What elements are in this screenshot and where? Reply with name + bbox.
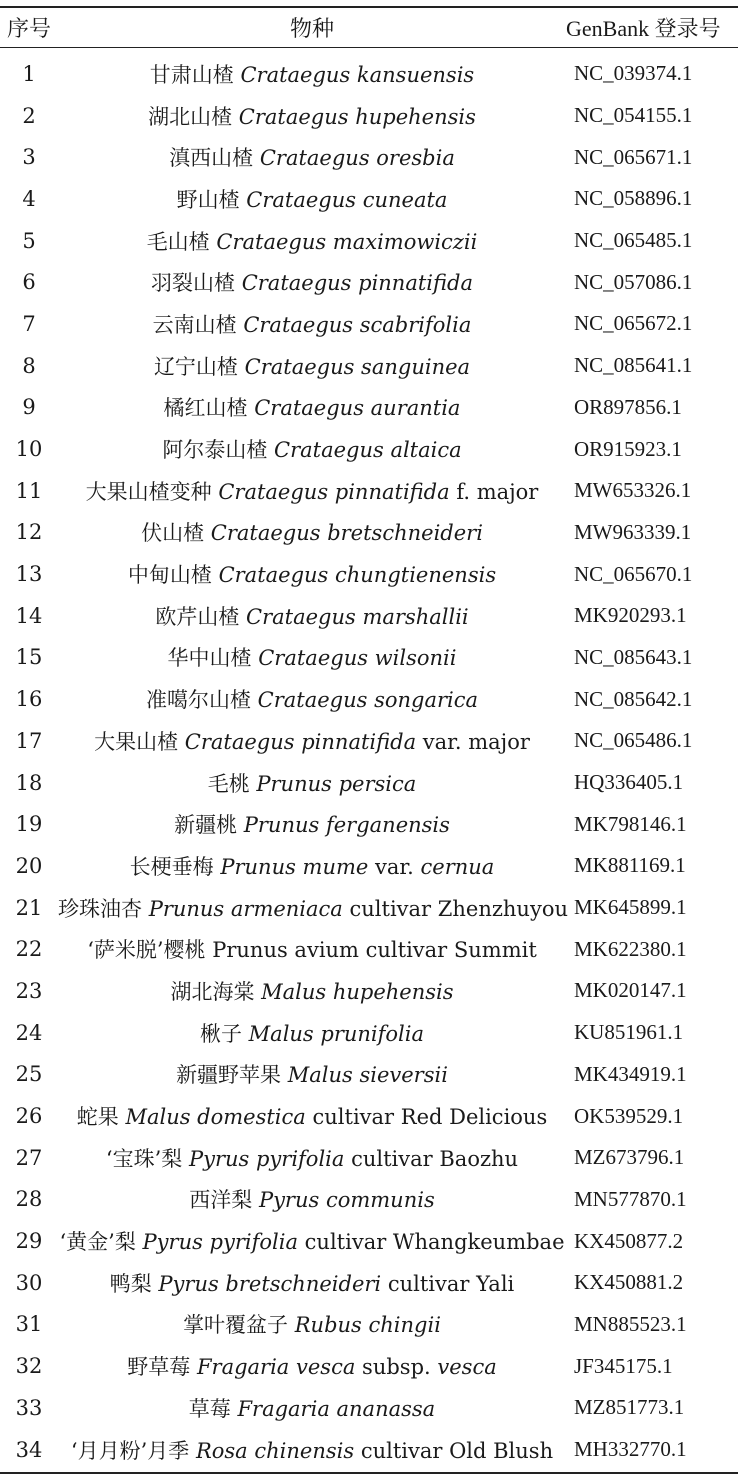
row-species: [58, 1059, 566, 1089]
header-serial-number: 序号: [6, 17, 51, 42]
row-genbank-accession: NC_058896.1: [574, 186, 693, 211]
table-row: [0, 428, 738, 470]
table-row: [0, 470, 738, 512]
species-rank-qualifier: var.: [375, 854, 414, 879]
row-species: [58, 142, 566, 172]
row-species: [58, 1101, 566, 1131]
species-chinese-name: 橘红山楂: [163, 396, 248, 421]
table-row: [0, 928, 738, 970]
row-serial-number: 2: [22, 103, 36, 128]
row-genbank-accession: MK798146.1: [574, 811, 687, 836]
row-serial-number: 9: [22, 395, 36, 420]
species-latin-name: Crataegus scabrifolia: [243, 312, 472, 337]
row-genbank-accession: MK881169.1: [574, 853, 686, 878]
species-latin-name: Malus domestica: [125, 1105, 306, 1130]
species-chinese-name: 云南山楂: [152, 312, 237, 337]
row-serial-number: 32: [15, 1354, 43, 1379]
row-genbank-accession: NC_039374.1: [574, 61, 693, 86]
species-latin-name: Pyrus pyrifolia: [142, 1230, 298, 1255]
species-chinese-name: 华中山楂: [167, 646, 252, 671]
row-serial-number: 3: [22, 145, 36, 170]
row-genbank-accession: KU851961.1: [574, 1020, 684, 1045]
header-species: 物种: [289, 17, 334, 42]
species-latin-name: Prunus persica: [256, 771, 417, 796]
species-latin-name: Crataegus bretschneideri: [210, 521, 483, 546]
row-serial-number: 8: [22, 353, 36, 378]
row-genbank-accession: MZ851773.1: [574, 1395, 685, 1420]
species-latin-name: Malus hupehensis: [261, 979, 454, 1004]
row-serial-number: 25: [15, 1062, 43, 1087]
row-species: [58, 434, 566, 464]
row-genbank-accession: NC_085641.1: [574, 353, 693, 378]
row-serial-number: 23: [15, 978, 43, 1003]
row-genbank-accession: KX450881.2: [574, 1270, 684, 1295]
species-rank-qualifier: subsp.: [362, 1355, 431, 1380]
row-species: [58, 517, 566, 547]
table-row: [0, 178, 738, 220]
row-serial-number: 7: [22, 311, 36, 336]
species-latin-name: Crataegus pinnatifida: [218, 479, 450, 504]
row-genbank-accession: MK645899.1: [574, 895, 687, 920]
row-serial-number: 13: [15, 562, 43, 587]
row-serial-number: 26: [15, 1104, 43, 1129]
row-species: [58, 1309, 566, 1339]
table-row: [0, 553, 738, 595]
table-row: [0, 53, 738, 95]
row-serial-number: 31: [15, 1312, 43, 1337]
species-latin-name: Crataegus oresbia: [259, 146, 455, 171]
species-latin-name: Fragaria vesca: [196, 1355, 356, 1380]
row-species: [58, 976, 566, 1006]
species-chinese-name: 辽宁山楂: [153, 354, 238, 379]
header-genbank-accession: GenBank 登录号: [566, 16, 721, 41]
row-genbank-accession: MK920293.1: [574, 603, 687, 628]
species-chinese-name: 甘肃山楂: [149, 62, 234, 87]
species-latin-name: Rubus chingii: [294, 1313, 441, 1338]
species-latin-name: Pyrus communis: [258, 1188, 435, 1213]
species-latin-name: Pyrus bretschneideri: [158, 1271, 382, 1296]
row-serial-number: 12: [15, 520, 43, 545]
row-species: [58, 559, 566, 589]
row-species: [58, 59, 566, 89]
row-genbank-accession: MN885523.1: [574, 1311, 687, 1336]
table-row: [0, 1429, 738, 1471]
species-chinese-name: 湖北山楂: [148, 104, 233, 129]
row-species: [58, 1351, 566, 1381]
row-species: [58, 1435, 566, 1465]
row-species: [58, 1268, 566, 1298]
row-serial-number: 20: [15, 853, 43, 878]
species-chinese-name: 准噶尔山楂: [145, 688, 251, 713]
species-latin-name: Crataegus hupehensis: [238, 104, 476, 129]
row-genbank-accession: OR915923.1: [574, 436, 682, 461]
species-rank-qualifier: cultivar Old Blush: [360, 1438, 554, 1463]
row-serial-number: 16: [15, 687, 43, 712]
species-chinese-name: 大果山楂变种: [85, 479, 212, 504]
row-species: [58, 1018, 566, 1048]
species-chinese-name: 楸子: [199, 1021, 242, 1046]
species-latin-name: Malus prunifolia: [248, 1021, 425, 1046]
row-serial-number: 28: [15, 1187, 43, 1212]
table-row: [0, 220, 738, 262]
row-serial-number: 5: [22, 228, 36, 253]
species-latin-name: Crataegus songarica: [257, 688, 479, 713]
species-chinese-name: 新疆桃: [174, 813, 238, 838]
species-rank-qualifier: var. major: [422, 729, 530, 754]
species-chinese-name: ‘萨米脱’樱桃: [87, 938, 206, 963]
row-serial-number: 19: [15, 812, 43, 837]
species-chinese-name: 掌叶覆盆子: [183, 1313, 289, 1338]
table-row: [0, 595, 738, 637]
species-latin-name: Crataegus aurantia: [254, 396, 461, 421]
row-species: [58, 101, 566, 131]
species-latin-name: Crataegus altaica: [274, 438, 462, 463]
species-rank-qualifier: cultivar Yali: [387, 1271, 515, 1296]
species-latin-name: Crataegus marshallii: [246, 604, 469, 629]
row-species: [58, 642, 566, 672]
species-latin-name: Crataegus chungtienensis: [218, 563, 497, 588]
row-species: [58, 851, 566, 881]
species-chinese-name: 中甸山楂: [127, 563, 212, 588]
species-chinese-name: 野草莓: [127, 1355, 191, 1380]
row-species: [58, 1184, 566, 1214]
table-header-row: [0, 8, 738, 47]
species-chinese-name: 毛桃: [207, 771, 250, 796]
species-chinese-name: ‘月月粉’月季: [70, 1438, 190, 1463]
species-rank-qualifier: cultivar Zhenzhuyou: [349, 896, 568, 921]
table-row: [0, 387, 738, 429]
species-latin-name: Crataegus cuneata: [246, 187, 448, 212]
row-genbank-accession: MK434919.1: [574, 1061, 687, 1086]
row-genbank-accession: NC_065670.1: [574, 561, 693, 586]
row-species: [58, 1393, 566, 1423]
species-chinese-name: ‘宝珠’梨: [105, 1146, 183, 1171]
table-row: [0, 1054, 738, 1096]
species-chinese-name: 羽裂山楂: [151, 271, 235, 296]
row-genbank-accession: NC_065485.1: [574, 228, 693, 253]
species-latin-name: Crataegus sanguinea: [244, 354, 471, 379]
row-serial-number: 24: [15, 1020, 43, 1045]
species-chinese-name: 欧芹山楂: [155, 604, 240, 629]
row-genbank-accession: MW653326.1: [574, 478, 692, 503]
row-serial-number: 22: [15, 937, 43, 962]
row-genbank-accession: NC_065671.1: [574, 144, 693, 169]
row-species: [58, 934, 566, 964]
species-chinese-name: 西洋梨: [189, 1188, 253, 1213]
table-row: [0, 1304, 738, 1346]
row-serial-number: 11: [15, 478, 43, 503]
species-chinese-name: 野山楂: [176, 187, 240, 212]
row-genbank-accession: NC_085642.1: [574, 686, 693, 711]
row-genbank-accession: MH332770.1: [574, 1437, 687, 1462]
row-serial-number: 14: [15, 603, 43, 628]
row-genbank-accession: HQ336405.1: [574, 770, 684, 795]
table-row: [0, 512, 738, 554]
row-genbank-accession: MK020147.1: [574, 978, 687, 1003]
species-latin-name: Pyrus pyrifolia: [188, 1146, 345, 1171]
table-row: [0, 1345, 738, 1387]
row-species: [58, 351, 566, 381]
row-serial-number: 15: [15, 645, 43, 670]
table-row: [0, 95, 738, 137]
row-genbank-accession: KX450877.2: [574, 1228, 684, 1253]
species-chinese-name: ‘黄金’梨: [59, 1230, 136, 1255]
species-infraspecific-epithet: vesca: [437, 1355, 497, 1380]
table-row: [0, 803, 738, 845]
table-row: [0, 970, 738, 1012]
species-latin-name: Crataegus pinnatifida: [184, 729, 417, 754]
table-row: [0, 1220, 738, 1262]
row-genbank-accession: OR897856.1: [574, 394, 682, 419]
row-species: [58, 309, 566, 339]
table-row: [0, 261, 738, 303]
row-serial-number: 10: [15, 437, 43, 462]
row-species: [58, 893, 566, 923]
species-rank-qualifier: Prunus avium cultivar Summit: [212, 938, 537, 963]
species-chinese-name: 长梗垂梅: [129, 854, 214, 879]
species-latin-name: Crataegus kansuensis: [240, 62, 475, 87]
row-species: [58, 601, 566, 631]
table-row: [0, 678, 738, 720]
row-genbank-accession: NC_065672.1: [574, 311, 693, 336]
table-row: [0, 303, 738, 345]
table-row: [0, 1179, 738, 1221]
table-body: [0, 48, 738, 1472]
table-row: [0, 1012, 738, 1054]
species-latin-name: Fragaria ananassa: [237, 1396, 436, 1421]
row-species: [58, 226, 566, 256]
row-genbank-accession: NC_085643.1: [574, 644, 693, 669]
row-species: [58, 184, 566, 214]
row-serial-number: 27: [15, 1145, 43, 1170]
row-species: [58, 768, 566, 798]
table-row: [0, 845, 738, 887]
row-serial-number: 4: [22, 186, 36, 211]
species-chinese-name: 大果山楂: [94, 729, 179, 754]
row-species: [58, 392, 566, 422]
row-serial-number: 29: [15, 1229, 43, 1254]
row-species: [58, 684, 566, 714]
species-chinese-name: 新疆野苹果: [176, 1063, 282, 1088]
row-genbank-accession: MK622380.1: [574, 936, 687, 961]
row-serial-number: 33: [15, 1395, 43, 1420]
species-infraspecific-epithet: cernua: [420, 854, 495, 879]
species-chinese-name: 毛山楂: [146, 229, 210, 254]
species-chinese-name: 蛇果: [76, 1105, 119, 1130]
species-chinese-name: 阿尔泰山楂: [162, 438, 268, 463]
species-chinese-name: 珍珠油杏: [58, 896, 142, 921]
table-row: [0, 720, 738, 762]
row-genbank-accession: JF345175.1: [574, 1353, 673, 1378]
table-row: [0, 1262, 738, 1304]
species-latin-name: Prunus armeniaca: [148, 896, 343, 921]
species-latin-name: Crataegus pinnatifida: [241, 271, 473, 296]
row-serial-number: 1: [22, 61, 36, 86]
species-chinese-name: 滇西山楂: [169, 146, 254, 171]
species-table: [0, 6, 738, 1474]
species-rank-qualifier: cultivar Baozhu: [351, 1146, 519, 1171]
species-latin-name: Rosa chinensis: [195, 1438, 355, 1463]
row-genbank-accession: NC_057086.1: [574, 269, 693, 294]
row-species: [58, 726, 566, 756]
table-row: [0, 136, 738, 178]
species-chinese-name: 湖北海棠: [170, 979, 255, 1004]
row-species: [58, 476, 566, 506]
species-latin-name: Malus sieversii: [287, 1063, 448, 1088]
species-rank-qualifier: cultivar Whangkeumbae: [304, 1230, 565, 1255]
species-chinese-name: 草莓: [188, 1396, 231, 1421]
row-serial-number: 6: [22, 270, 36, 295]
row-serial-number: 17: [15, 728, 43, 753]
row-species: [58, 1226, 566, 1256]
row-species: [58, 1143, 566, 1173]
row-genbank-accession: OK539529.1: [574, 1103, 684, 1128]
row-serial-number: 30: [15, 1270, 43, 1295]
species-latin-name: Prunus ferganensis: [243, 813, 450, 838]
row-species: [58, 267, 566, 297]
row-genbank-accession: MN577870.1: [574, 1186, 687, 1211]
row-genbank-accession: MZ673796.1: [574, 1145, 685, 1170]
species-rank-qualifier: f. major: [456, 479, 539, 504]
row-genbank-accession: MW963339.1: [574, 519, 692, 544]
table-row: [0, 345, 738, 387]
species-rank-qualifier: cultivar Red Delicious: [312, 1105, 548, 1130]
species-latin-name: Crataegus wilsonii: [258, 646, 457, 671]
row-species: [58, 809, 566, 839]
table-row: [0, 1387, 738, 1429]
row-serial-number: 21: [15, 895, 43, 920]
table-row: [0, 1095, 738, 1137]
row-serial-number: 18: [15, 770, 43, 795]
table-row: [0, 887, 738, 929]
species-latin-name: Crataegus maximowiczii: [216, 229, 478, 254]
row-serial-number: 34: [15, 1437, 43, 1462]
table-row: [0, 1137, 738, 1179]
species-chinese-name: 鸭梨: [109, 1271, 152, 1296]
table-row: [0, 637, 738, 679]
table-row: [0, 762, 738, 804]
species-chinese-name: 伏山楂: [141, 521, 205, 546]
row-genbank-accession: NC_065486.1: [574, 728, 693, 753]
row-genbank-accession: NC_054155.1: [574, 103, 693, 128]
species-latin-name: Prunus mume: [220, 854, 369, 879]
